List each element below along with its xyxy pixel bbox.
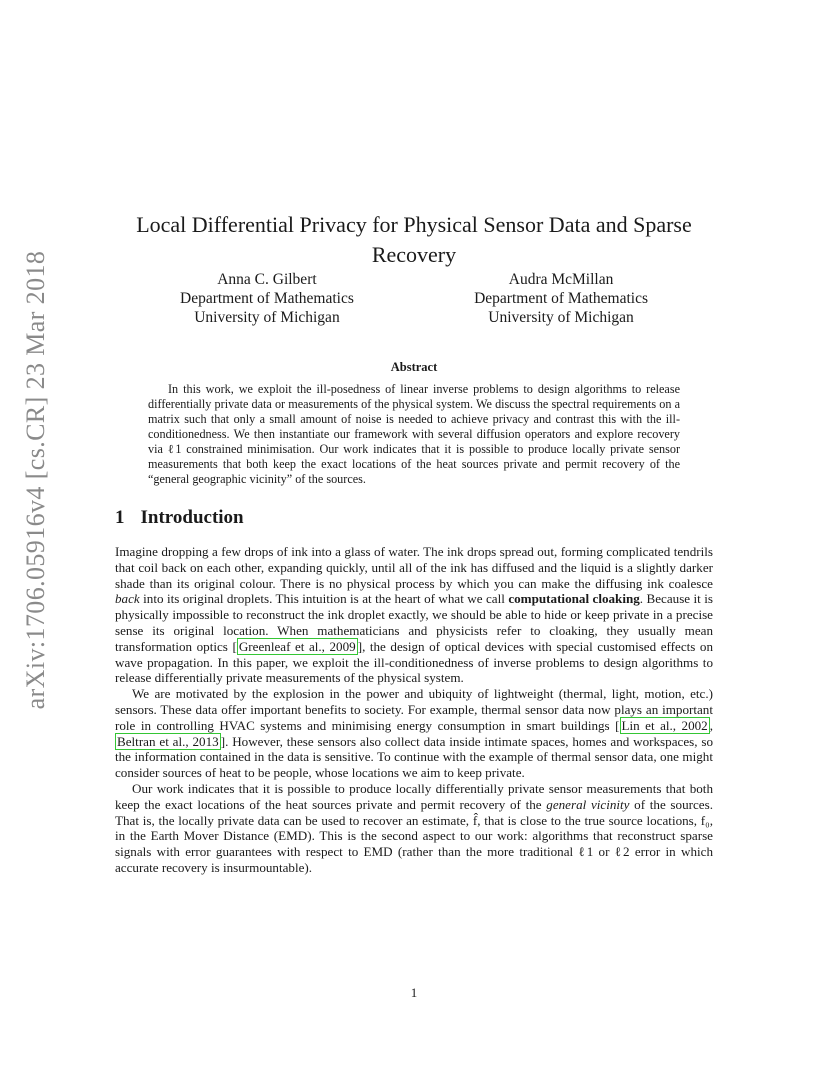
author-name: Audra McMillan — [508, 271, 614, 288]
author-2 — [474, 270, 648, 327]
text-run: Imagine dropping a few drops of ink into a glass of water. The ink drops spread out, forming complicated tendrils that coil back on each other, expanding quickly, until all of the ink has diffused and the liquid is a slightly darker shade than its original colour. There is no physical process by which you can make the diffusing ink coalesce — [115, 544, 713, 591]
paper-title: Local Differential Privacy for Physical Sensor Data and Sparse Recovery — [136, 211, 692, 267]
text-run: into its original droplets. This intuition is at the heart of what we call — [139, 591, 509, 607]
emphasis: back — [115, 591, 140, 607]
author-name: Anna C. Gilbert — [217, 271, 317, 288]
page-number: 1 — [410, 985, 418, 1000]
citation-link[interactable]: Beltran et al., 2013 — [117, 733, 219, 749]
citation-separator: , — [709, 717, 714, 733]
text-run: Our work indicates that it is possible to produce locally differentially private sensor measurements that both keep the exact locations of the heat sources private and permit recovery of the — [115, 780, 713, 812]
author-department: Department of Mathematics — [180, 290, 354, 307]
emphasis: general vicinity — [546, 796, 630, 812]
author-university: University of Michigan — [194, 309, 340, 326]
text-run: . However, these sensors also collect data inside intimate spaces, homes and workspaces, so the information contained in the data is sensitive. To continue with the example of thermal sensor data, one might consider sources of heat to be people, whose locations we aim to keep private. — [115, 733, 713, 781]
paragraph-3 — [115, 781, 713, 876]
author-block — [180, 270, 648, 327]
paragraph-1: Imagine dropping a few drops of ink into a glass of water. The ink drops spread out, forming complicated tendrils that coil back on each other, expanding quickly, until all of the ink has diffused and the liquid is a slightly darker shade than its original colour. There is no physical process by which you can make the diffusing ink coalesce back into its original droplets. This intuition is at the heart of what we call computational cloaking. Because it is physically impossible to reconstruct the ink droplet exactly, we should be able to hide or keep private in a precise sense its original location. When mathematicians and physicists refer to cloaking, they usually mean transformation optics [ Greenleaf et al., 2009 ], the design of optical devices with special customised effects on wave propagation. In this paper, we exploit the ill-conditionedness of inverse problems to design algorithms to release differentially private measurements of the physical system. — [115, 544, 713, 686]
citation-link[interactable]: Lin et al., 2002 — [621, 717, 708, 733]
author-1 — [180, 270, 354, 327]
text-run: We are motivated by the explosion in the power and ubiquity of lightweight (thermal, light, motion, etc.) sensors. These data offer important benefits to society. For example, thermal sensor data now plays an important role in controlling HVAC systems and minimising energy consumption in smart buildings — [115, 686, 713, 733]
arxiv-identifier-stamp: arXiv:1706.05916v4 [cs.CR] 23 Mar 2018 — [21, 250, 50, 710]
bold-term: computational cloaking — [508, 591, 640, 607]
text-run: . Because it is physically impossible to reconstruct the ink droplet exactly, we should be able to hide or keep private in a precise sense its original location. When mathematicians and physicists refer to cloaking, they usually mean transformation optics — [115, 591, 713, 654]
abstract-text: In this work, we exploit the ill-posedness of linear inverse problems to design algorithms to release differentially private data or measurements of the physical system. We discuss the spectral requirements on a matrix such that only a small amount of noise is needed to achieve privacy and contrast this with the ill-conditionedness. We then instantiate our framework with several diffusion operators and explore recovery via ℓ1 constrained minimisation. Our work indicates that it is possible to produce locally private sensor measurements that both keep the exact locations of the heat sources private and permit recovery of the “general geographic vicinity” of the sources. — [148, 382, 680, 486]
text-run: , the design of optical devices with special customised effects on wave propagation. In this paper, we exploit the ill-conditionedness of inverse problems to design algorithms to release differentially private measurements of the physical system. — [115, 638, 713, 686]
paragraph-2: We are motivated by the explosion in the power and ubiquity of lightweight (thermal, light, motion, etc.) sensors. These data offer important benefits to society. For example, thermal sensor data now plays an important role in controlling HVAC systems and minimising energy consumption in smart buildings [ Lin et al., 2002 , Beltran et al., 2013 ]. However, these sensors also collect data inside intimate spaces, homes and workspaces, so the information contained in the data is sensitive. To continue with the example of thermal sensor data, one might consider sources of heat to be people, whose locations we aim to keep private. — [115, 686, 714, 781]
text-run: of the sources. That is, the locally private data can be used to recover an estimate, f̂, that is close to the true source locations, f₀, in the Earth Mover Distance (EMD). This is the second aspect to our work: algorithms that reconstruct sparse signals with error guarantees with respect to EMD (rather than the more traditional ℓ1 or ℓ2 error in which accurate recovery is insurmountable). — [115, 796, 713, 875]
author-department: Department of Mathematics — [474, 290, 648, 307]
citation-link[interactable]: Greenleaf et al., 2009 — [238, 638, 356, 654]
body-text — [115, 544, 713, 876]
section-heading — [115, 507, 244, 529]
author-university: University of Michigan — [488, 309, 634, 326]
section-title: Introduction — [140, 507, 244, 528]
abstract-heading: Abstract — [390, 360, 438, 374]
section-number: 1 — [115, 507, 125, 528]
